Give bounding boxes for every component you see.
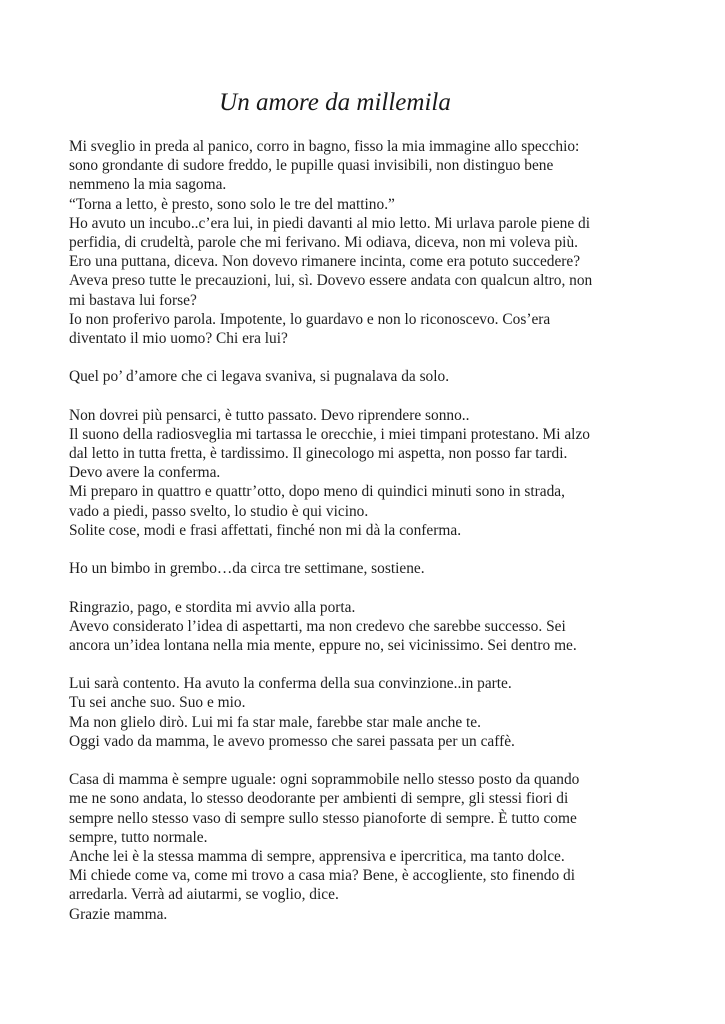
paragraph-gap xyxy=(69,751,659,770)
text-line: Solite cose, modi e frasi affettati, finché non mi dà la conferma. xyxy=(69,521,462,539)
text-line: Grazie mamma. xyxy=(69,905,168,923)
document-title: Un amore da millemila xyxy=(219,89,451,116)
paragraph-gap xyxy=(69,386,659,405)
text-line: Anche lei è la stessa mamma di sempre, apprensiva e ipercritica, ma tanto dolce. xyxy=(69,847,565,865)
paragraph xyxy=(69,559,659,578)
paragraph xyxy=(69,770,659,924)
text-line: Ho un bimbo in grembo…da circa tre settimane, sostiene. xyxy=(69,560,425,578)
text-line: me ne sono andata, lo stesso deodorante per ambienti di sempre, gli stessi fiori di xyxy=(69,790,569,808)
text-line: Avevo considerato l’idea di aspettarti, ma non credevo che sarebbe successo. Sei xyxy=(69,617,566,635)
text-line: Tu sei anche suo. Suo e mio. xyxy=(69,694,246,712)
text-line: mi bastava lui forse? xyxy=(69,291,197,309)
text-line: arredarla. Verrà ad aiutarmi, se voglio, dice. xyxy=(69,886,339,904)
text-line: Il suono della radiosveglia mi tartassa le orecchie, i miei timpani protestano. Mi alzo xyxy=(69,425,590,443)
text-line: Mi chiede come va, come mi trovo a casa mia? Bene, è accogliente, sto finendo di xyxy=(69,867,575,885)
text-line: Aveva preso tutte le precauzioni, lui, sì. Dovevo essere andata con qualcun altro, non xyxy=(69,272,593,290)
text-line: Ero una puttana, diceva. Non dovevo rimanere incinta, come era potuto succedere? xyxy=(69,253,581,271)
text-line: Ringrazio, pago, e stordita mi avvio alla porta. xyxy=(69,598,356,616)
paragraph xyxy=(69,674,659,751)
paragraph xyxy=(69,598,659,656)
text-line: ancora un’idea lontana nella mia mente, eppure no, sei vicinissimo. Sei dentro me. xyxy=(69,636,577,654)
text-line: Mi preparo in quattro e quattr’otto, dopo meno di quindici minuti sono in strada, xyxy=(69,483,565,501)
text-line: nemmeno la mia sagoma. xyxy=(69,176,227,194)
text-line: Quel po’ d’amore che ci legava svaniva, si pugnalava da solo. xyxy=(69,368,450,386)
paragraph xyxy=(69,137,659,348)
text-line: Lui sarà contento. Ha avuto la conferma della sua convinzione..in parte. xyxy=(69,675,512,693)
paragraph-gap xyxy=(69,348,659,367)
text-line: Io non proferivo parola. Impotente, lo guardavo e non lo riconoscevo. Cos’era xyxy=(69,310,551,328)
text-line: perfidia, di crudeltà, parole che mi ferivano. Mi odiava, diceva, non mi voleva più. xyxy=(69,233,578,251)
text-line: Ho avuto un incubo..c’era lui, in piedi davanti al mio letto. Mi urlava parole piene di xyxy=(69,214,590,232)
text-line: dal letto in tutta fretta, è tardissimo. Il ginecologo mi aspetta, non posso far tardi. xyxy=(69,445,568,462)
text-line: sono grondante di sudore freddo, le pupille quasi invisibili, non distinguo bene xyxy=(69,157,554,175)
text-line: sempre nello stesso vaso di sempre sullo stesso pianoforte di sempre. È tutto come xyxy=(69,809,577,827)
text-line: Mi sveglio in preda al panico, corro in bagno, fisso la mia immagine allo specchio: xyxy=(69,138,580,155)
document-body xyxy=(69,137,659,924)
text-line: vado a piedi, passo svelto, lo studio è qui vicino. xyxy=(69,502,369,520)
paragraph xyxy=(69,406,659,540)
text-line: Devo avere la conferma. xyxy=(69,464,221,482)
text-line: sempre, tutto normale. xyxy=(69,828,208,846)
paragraph xyxy=(69,367,659,386)
text-line: Oggi vado da mamma, le avevo promesso che sarei passata per un caffè. xyxy=(69,732,515,750)
text-line: Non dovrei più pensarci, è tutto passato. Devo riprendere sonno.. xyxy=(69,406,470,424)
text-line: Casa di mamma è sempre uguale: ogni soprammobile nello stesso posto da quando xyxy=(69,771,580,789)
text-line: “Torna a letto, è presto, sono solo le tre del mattino.” xyxy=(69,195,395,213)
text-line: diventato il mio uomo? Chi era lui? xyxy=(69,329,288,347)
paragraph-gap xyxy=(69,655,659,674)
paragraph-gap xyxy=(69,578,659,597)
text-line: Ma non glielo dirò. Lui mi fa star male, farebbe star male anche te. xyxy=(69,713,481,731)
paragraph-gap xyxy=(69,540,659,559)
